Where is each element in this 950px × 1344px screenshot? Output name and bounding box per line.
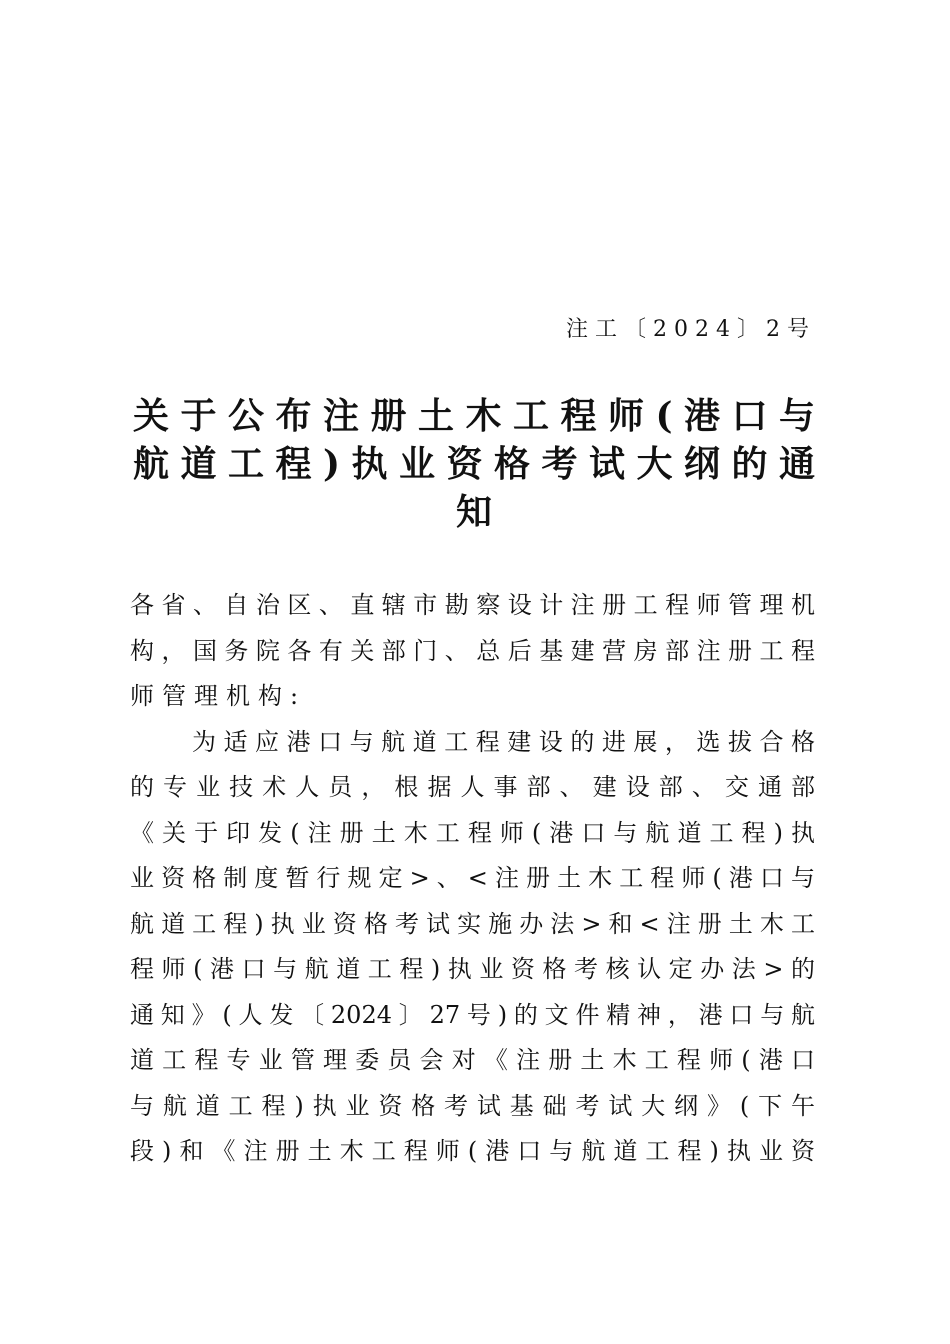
body-line: 为适应港口与航道工程建设的进展，选拔合格 xyxy=(192,727,815,756)
body-line: 道工程专业管理委员会对《注册土木工程师(港口 xyxy=(130,1046,815,1074)
body-line: 构，国务院各有关部门、总后基建营房部注册工程 xyxy=(130,636,815,665)
document-title xyxy=(133,392,815,536)
body-line: 业资格制度暂行规定>、<注册土木工程师(港口与 xyxy=(130,864,815,892)
title-line: 航道工程)执业资格考试大纲的通 xyxy=(133,443,815,485)
body-line: 通知》(人发〔2024〕27号)的文件精神，港口与航 xyxy=(130,1000,815,1029)
body-line: 师管理机构: xyxy=(130,682,307,710)
body-line: 各省、自治区、直辖市勘察设计注册工程师管理机 xyxy=(130,591,815,619)
body-line: 段)和《注册土木工程师(港口与航道工程)执业资 xyxy=(130,1137,815,1165)
title-line: 知 xyxy=(455,491,492,533)
body-line: 程师(港口与航道工程)执业资格考核认定办法>的 xyxy=(130,955,815,983)
document-number: 注工〔2024〕2号 xyxy=(566,317,816,342)
body-line: 《关于印发(注册土木工程师(港口与航道工程)执 xyxy=(130,818,815,847)
document-body xyxy=(130,583,815,1175)
body-line: 航道工程)执业资格考试实施办法>和<注册土木工 xyxy=(130,909,815,938)
title-line: 关于公布注册土木工程师(港口与 xyxy=(133,395,815,437)
body-line: 的专业技术人员，根据人事部、建设部、交通部 xyxy=(130,773,815,801)
body-line: 与航道工程)执业资格考试基础考试大纲》(下午 xyxy=(130,1091,815,1120)
